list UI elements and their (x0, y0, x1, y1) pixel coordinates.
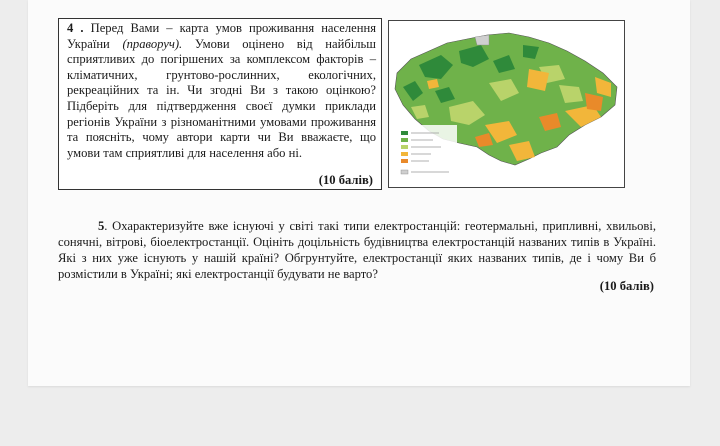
task-5-points: (10 балів) (599, 279, 654, 293)
chernobyl-zone (475, 35, 489, 45)
task-5-text (58, 218, 656, 282)
ukraine-living-conditions-map (388, 20, 625, 188)
task-5 (58, 218, 656, 282)
map-legend (399, 125, 457, 181)
task-4-box (58, 18, 382, 190)
task-4-text-before: Перед Вами – карта умов проживання населення України (67, 21, 377, 51)
task-5-number: 5 (98, 219, 105, 233)
task-4-number: 4 . (67, 21, 84, 35)
task-4-emphasis: (праворуч). (122, 36, 183, 51)
task-5-body: . Охарактеризуйте вже існуючі у світі такі типи електростанцій: геотермальні, припливні, хвильові, сонячні, вітрові, біоелектростанції. Оцініть доцільність будівництва електростанцій названих типів в Україні. Які з них уже існують у нашій країні? Обгрунтуйте, електростанції яких названих типів, де і чому Ви б розмістили в Україні; які електростанції будувати не варто? (58, 219, 656, 281)
task-4-text (67, 21, 376, 161)
task-4-points: (10 балів) (318, 173, 373, 187)
map-graphic (389, 21, 625, 188)
task-4-text-after: Умови оцінено від найбільш сприятливих до погіршених за комплексом факторів – кліматичних, грунтово-рослинних, екологічних, рекреаційних та ін. Чи згодні Ви з такою оцінкою? Підберіть для підтвердження своєї думки приклади регіонів України з різноманітними умовами проживання та поясніть, чому автори карти чи Ви вважаєте, що умови там сприятливі для населення або ні. (67, 36, 376, 160)
